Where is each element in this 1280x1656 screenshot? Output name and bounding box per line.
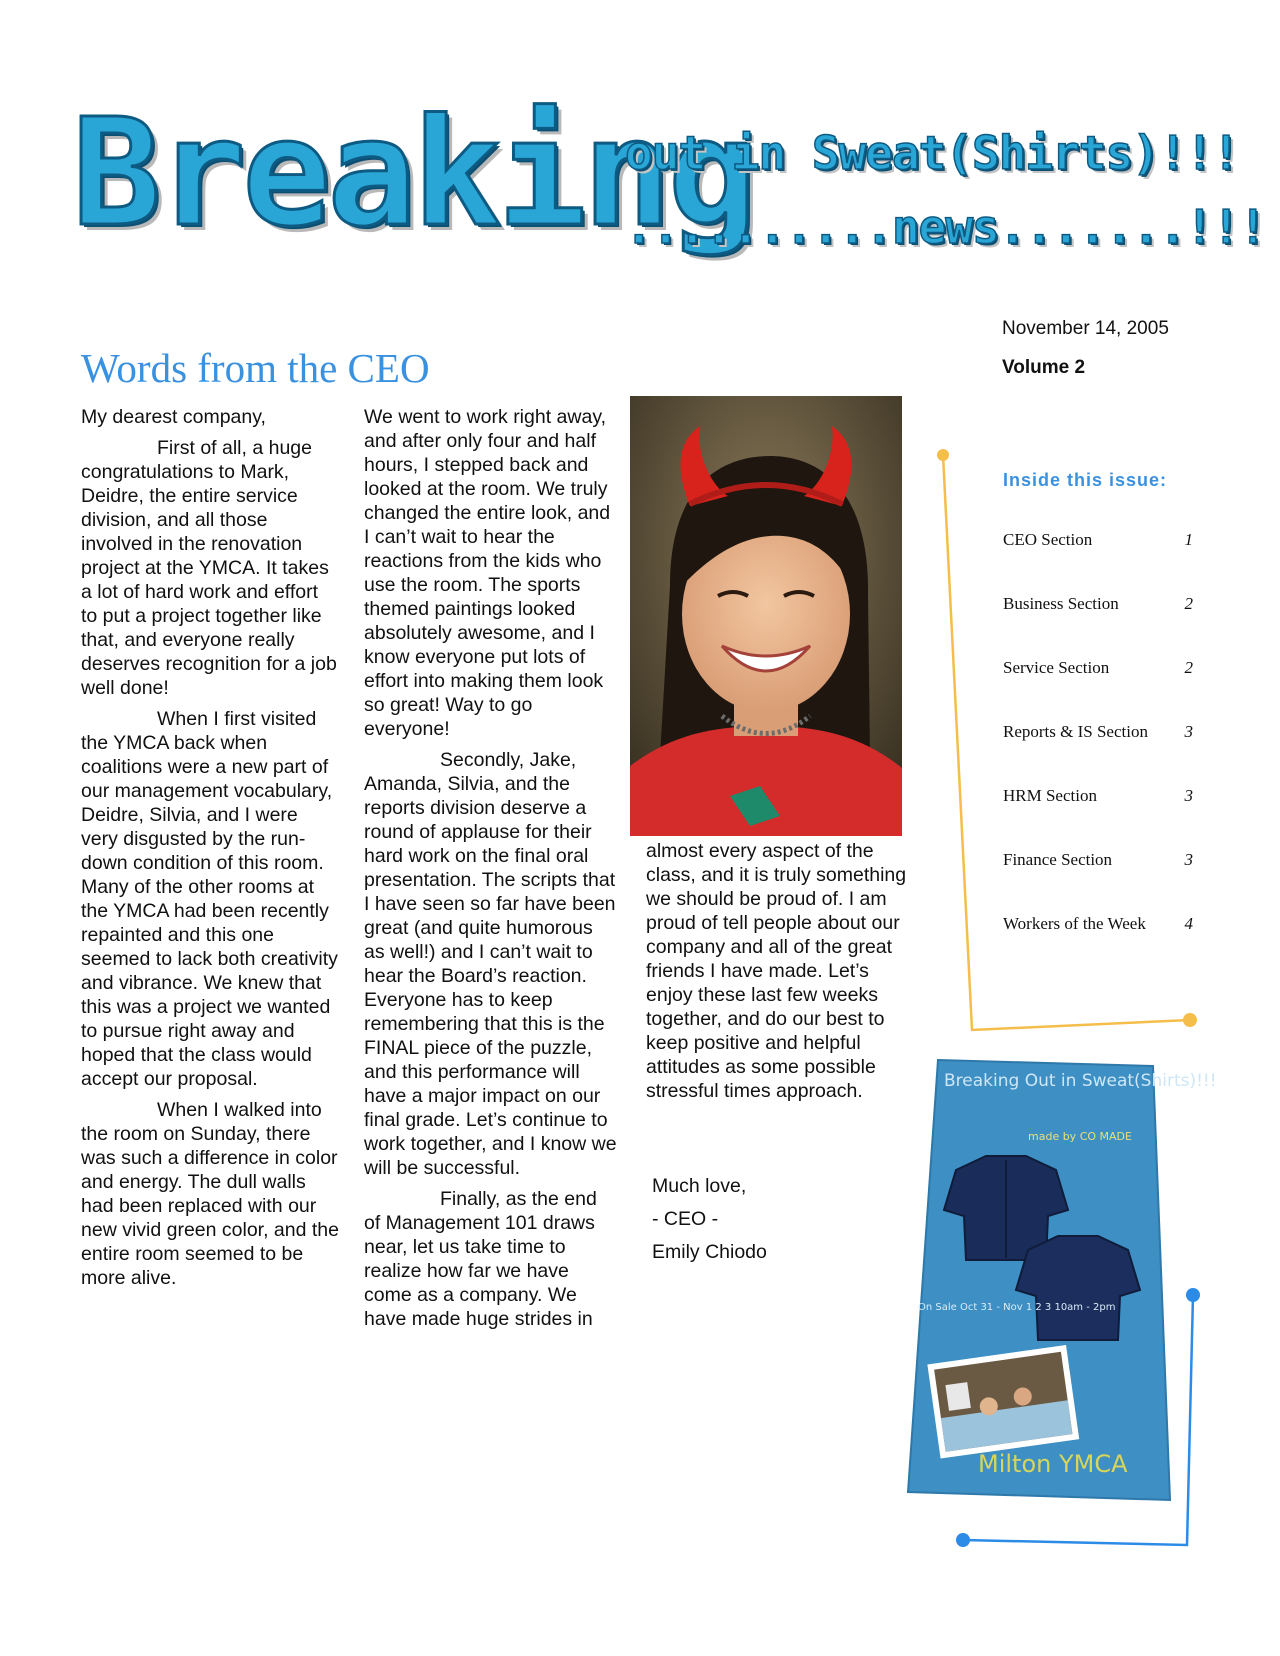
toc-item (1003, 786, 1193, 850)
masthead-subtitle: out in Sweat(Shirts)!!! (625, 126, 1239, 180)
poster-footer: Milton YMCA (978, 1450, 1128, 1478)
toc-page: 3 (1184, 850, 1193, 869)
toc-page: 3 (1184, 786, 1193, 805)
toc-label: HRM Section (1003, 786, 1097, 805)
masthead-title: Breaking (72, 87, 753, 259)
toc-page: 2 (1184, 594, 1193, 613)
table-of-contents (1003, 530, 1193, 978)
toc-page: 4 (1184, 914, 1193, 933)
paragraph: When I walked into the room on Sunday, there was such a difference in color and energy. The dull walls had been replaced with our new vivid green color, and the entire room seemed to be more alive. (81, 1099, 339, 1289)
toc-page: 1 (1184, 530, 1193, 549)
article-title: Words from the CEO (81, 345, 430, 391)
signoff-line: - CEO - (652, 1208, 719, 1230)
toc-label: Finance Section (1003, 850, 1113, 869)
paragraph: almost every aspect of the class, and it is truly something we should be proud of. I am proud of tell people about our company and all of the great friends I have made. Let’s enjoy these last few weeks together, and do our best to keep positive and helpful attitudes as some possible stressful times approach. (646, 840, 907, 1102)
poster-made-by: made by CO MADE (1028, 1130, 1132, 1143)
sweatshirt-poster-photo (908, 1060, 1217, 1500)
signoff-line: Much love, (652, 1175, 747, 1197)
poster-title: Breaking Out in Sweat(Shirts)!!! (944, 1071, 1217, 1091)
toc-label: Service Section (1003, 658, 1110, 677)
paragraph: We went to work right away, and after only four and half hours, I stepped back and looked at the room. We truly changed the entire look, and I can’t wait to hear the reactions from the kids who use the room. The sports themed paintings looked absolutely awesome, and I know everyone put lots of effort into making them look so great! Way to go everyone! (364, 406, 611, 740)
paragraph: Secondly, Jake, Amanda, Silvia, and the reports division deserve a round of applause for their hard work on the final oral presentation. The scripts that I have seen so far have been great (and quite humorous as well!) and I can’t wait to hear the Board’s reaction. Everyone has to keep remembering that this is the FINAL piece of the puzzle, and this performance will have a major impact on our final grade. Let’s continue to work together, and I know we will be successful. (364, 749, 617, 1179)
paragraph: When I first visited the YMCA back when coalitions were a new part of our management vocabulary, Deidre, Silvia, and I were very disgusted by the run-down condition of this room. Many of the other rooms at the YMCA had been recently repainted and this one seemed to lack both creativity and vibrance. We knew that this was a project we wanted to pursue right away and hoped that the class would accept our proposal. (81, 708, 338, 1090)
masthead-news: ..........news.......!!! (625, 200, 1266, 254)
issue-volume: Volume 2 (1002, 357, 1086, 378)
toc-item (1003, 658, 1193, 722)
toc-label: Business Section (1003, 594, 1119, 613)
toc-page: 2 (1184, 658, 1193, 677)
paragraph: My dearest company, (81, 406, 266, 428)
toc-label: Workers of the Week (1003, 914, 1146, 933)
toc-item (1003, 530, 1193, 594)
toc-page: 3 (1184, 722, 1193, 741)
paragraph: Finally, as the end of Management 101 draws near, let us take time to realize how far we have come as a company. We have made huge strides in (364, 1188, 597, 1330)
poster-sale-text: On Sale Oct 31 - Nov 1 2 3 10am - 2pm (918, 1302, 1116, 1313)
issue-date: November 14, 2005 (1002, 318, 1169, 339)
toc-item (1003, 914, 1193, 978)
paragraph: First of all, a huge congratulations to Mark, Deidre, the entire service division, and all those involved in the renovation project at the YMCA. It takes a lot of hard work and effort to put a project together like that, and everyone really deserves recognition for a job well done! (81, 437, 337, 699)
toc-item (1003, 850, 1193, 914)
toc-label: Reports & IS Section (1003, 722, 1148, 741)
toc-label: CEO Section (1003, 530, 1093, 549)
inside-issue-title: Inside this issue: (1003, 470, 1168, 490)
toc-item (1003, 722, 1193, 786)
signoff-name: Emily Chiodo (652, 1241, 767, 1263)
toc-item (1003, 594, 1193, 658)
